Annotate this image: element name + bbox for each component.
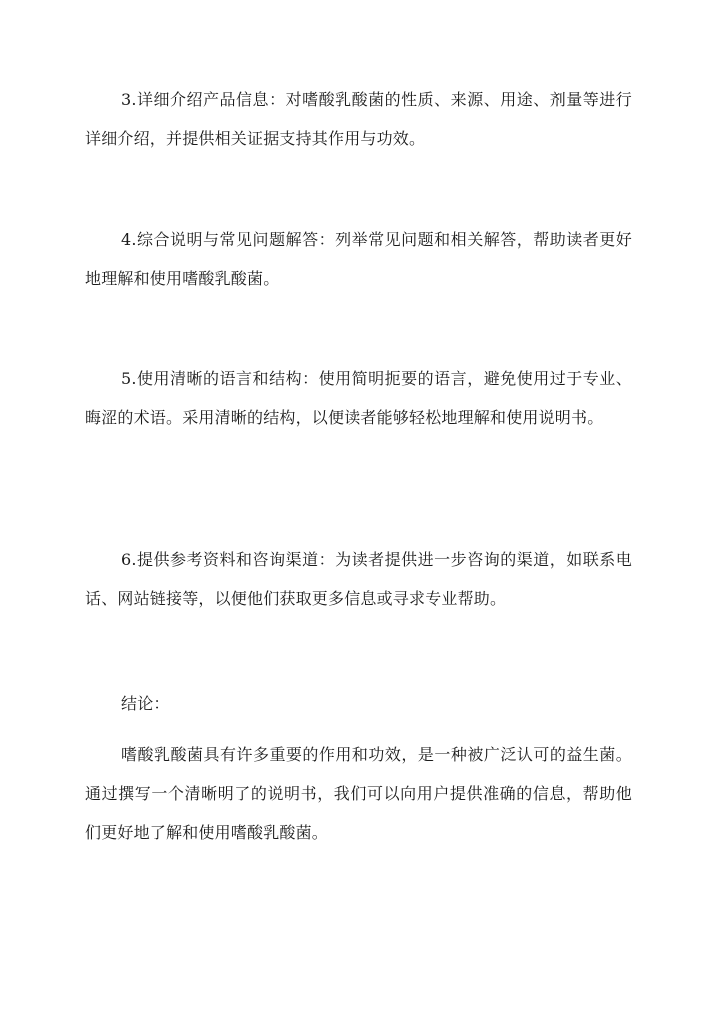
conclusion-heading: 结论： <box>121 694 170 713</box>
paragraph-clear-language: 5.使用清晰的语言和结构：使用简明扼要的语言，避免使用过于专业、晦涩的术语。采用清晰的结构，以便读者能够轻松地理解和使用说明书。 <box>85 369 632 427</box>
paragraph-product-info: 3.详细介绍产品信息：对嗜酸乳酸菌的性质、来源、用途、剂量等进行详细介绍，并提供相关证据支持其作用与功效。 <box>85 90 632 148</box>
conclusion-body: 嗜酸乳酸菌具有许多重要的作用和功效，是一种被广泛认可的益生菌。通过撰写一个清晰明了的说明书，我们可以向用户提供准确的信息，帮助他们更好地了解和使用嗜酸乳酸菌。 <box>85 745 632 842</box>
paragraph-references: 6.提供参考资料和咨询渠道：为读者提供进一步咨询的渠道，如联系电话、网站链接等，以便他们获取更多信息或寻求专业帮助。 <box>85 550 632 608</box>
paragraph-faq: 4.综合说明与常见问题解答：列举常见问题和相关解答，帮助读者更好地理解和使用嗜酸乳酸菌。 <box>85 230 632 288</box>
